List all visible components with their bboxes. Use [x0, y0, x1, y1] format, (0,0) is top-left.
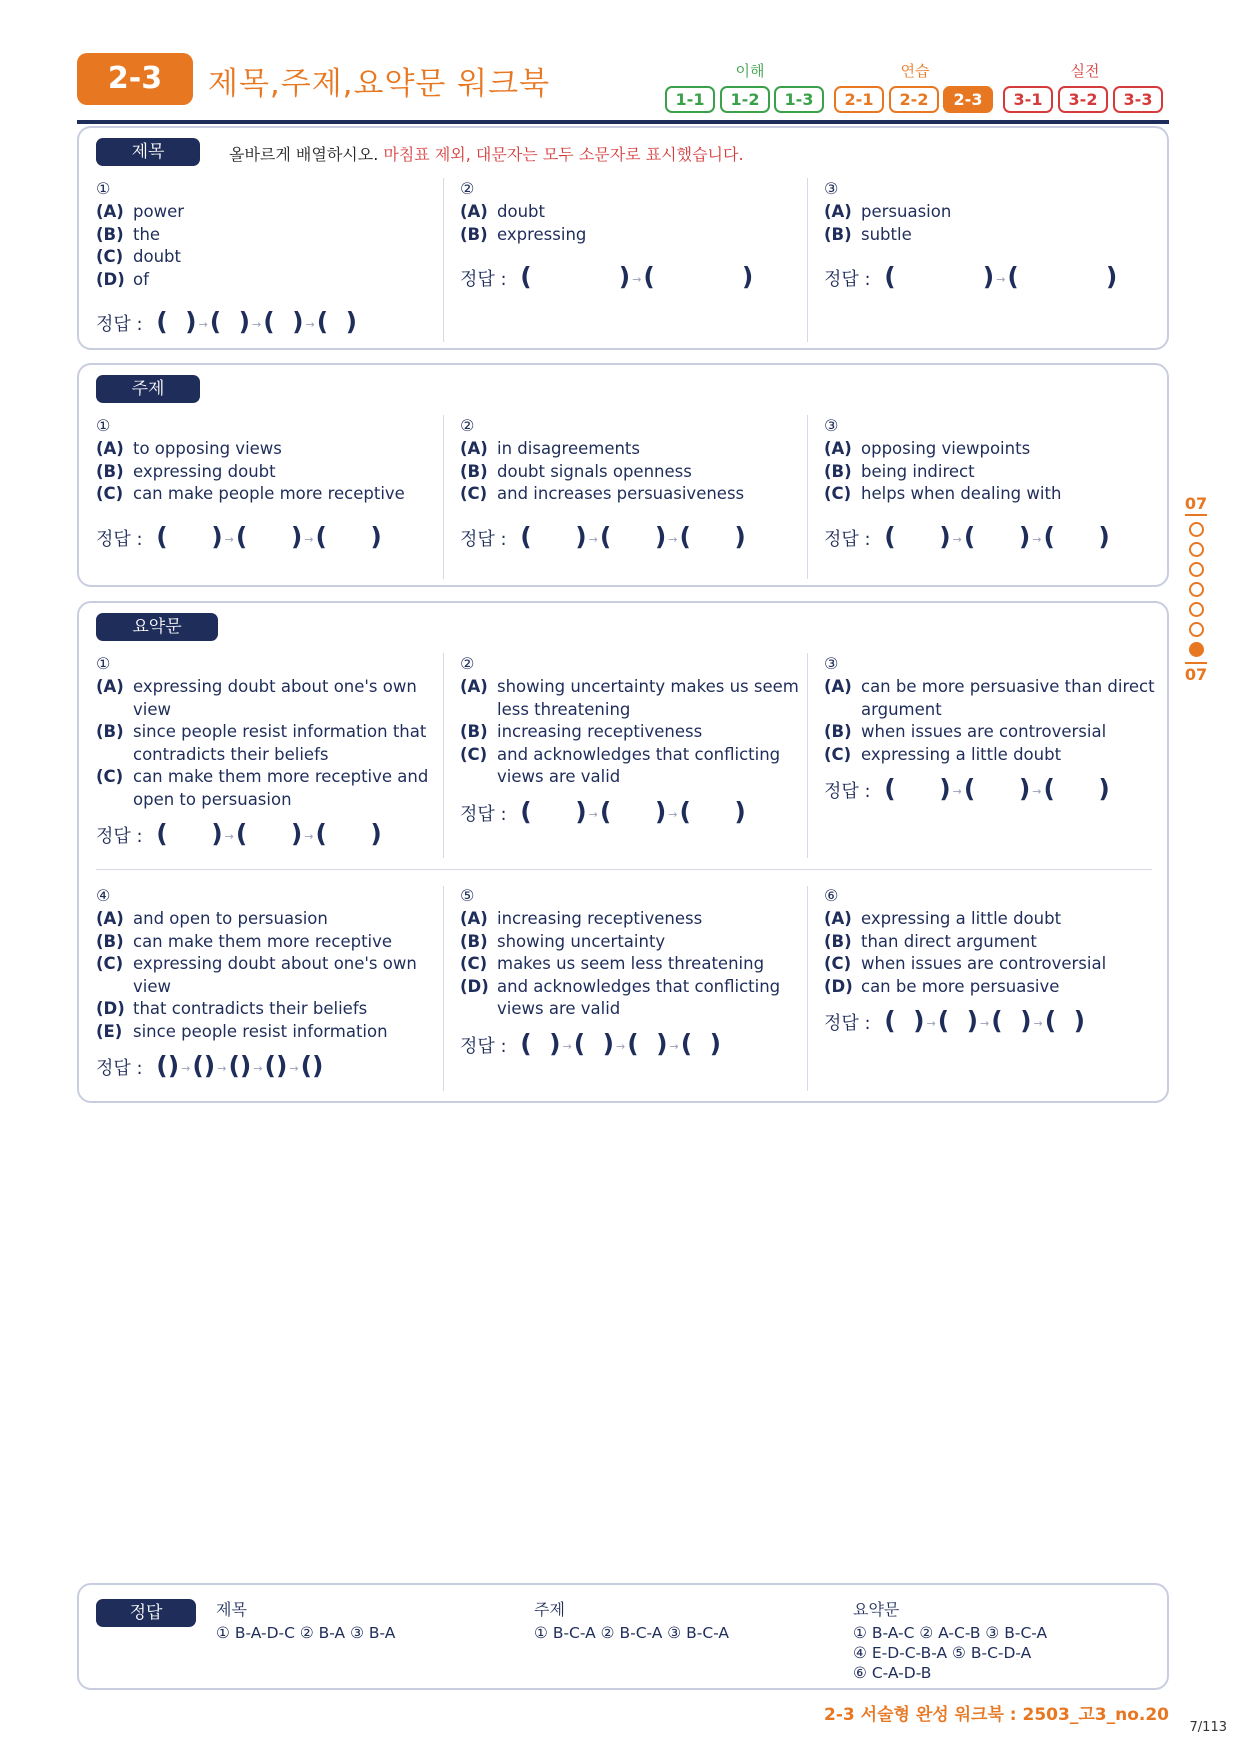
answer-slot[interactable]: ( ): [884, 262, 995, 291]
answer-slot[interactable]: ( ): [627, 1028, 668, 1058]
column-divider: [443, 653, 444, 858]
answer-slot[interactable]: ( ): [937, 1006, 979, 1035]
answer-slot[interactable]: ( ): [235, 521, 303, 551]
option-item: (A) persuasion: [824, 202, 952, 221]
summary-question-5: [460, 886, 805, 1061]
answer-key-title: [216, 1597, 395, 1643]
section-label-topic: 주제: [96, 375, 200, 403]
option-item: (E) since people resist information: [96, 1021, 388, 1041]
option-item: (C) doubt: [96, 247, 181, 266]
answer-slot[interactable]: ( ): [315, 819, 382, 848]
answer-slot[interactable]: ( ): [235, 819, 303, 848]
tracker-dot: [1189, 622, 1204, 637]
answer-slot[interactable]: ( ): [520, 262, 631, 291]
answer-slot[interactable]: ( ): [963, 521, 1031, 551]
section-label-summary: 요약문: [96, 613, 218, 641]
option-item: (D) that contradicts their beliefs: [96, 999, 368, 1018]
answer-label: 정답 :: [824, 269, 871, 290]
section-label-title: 제목: [96, 138, 200, 166]
row-divider: [96, 869, 1152, 870]
answer-slot[interactable]: ( ): [679, 521, 746, 551]
option-item: (A) in disagreements: [460, 439, 640, 458]
answer-key-line: ④ E-D-C-B-A ⑤ B-C-D-A: [853, 1644, 1032, 1662]
nav-button-2-1[interactable]: 2-1: [834, 86, 884, 113]
footer-title: 2-3 서술형 완성 워크북 : 2503_고3_no.20: [824, 1705, 1169, 1725]
answer-slot[interactable]: ( ): [1007, 262, 1118, 291]
answer-row: 정답 : () →() →() →() →(): [96, 1049, 441, 1083]
option-item: (A) opposing viewpoints: [824, 439, 1031, 458]
group-label-real: 실전: [1070, 62, 1100, 80]
answer-label: 정답 :: [96, 1058, 143, 1079]
instruction-plain: 올바르게 배열하시오.: [229, 145, 379, 164]
option-item: (B) doubt signals openness: [460, 461, 692, 481]
column-divider: [443, 178, 444, 342]
summary-section: [77, 601, 1169, 1103]
option-item: (D) can be more persuasive: [824, 976, 1060, 996]
answer-key-line: ① B-C-A ② B-C-A ③ B-C-A: [534, 1624, 730, 1642]
option-item: (B) than direct argument: [824, 931, 1037, 951]
question-number: ②: [460, 654, 475, 673]
answer-label: 정답 :: [824, 781, 871, 802]
answer-label: 정답 :: [824, 528, 871, 550]
answer-slot[interactable]: ( ): [156, 307, 197, 336]
option-item: (B) expressing doubt: [96, 461, 276, 481]
answer-key-summary: [853, 1597, 1047, 1683]
option-item: (C) and acknowledges that conflicting views are valid: [460, 744, 781, 786]
topic-question-1: [96, 416, 441, 554]
answer-slot[interactable]: ( ): [1043, 774, 1110, 803]
answer-slot[interactable]: ( ): [884, 1006, 925, 1035]
option-item: (C) makes us seem less threatening: [460, 954, 765, 973]
answer-row: 정답 : ( ) →( ) →( ): [824, 520, 1169, 554]
answer-slot[interactable]: ( ): [991, 1006, 1032, 1035]
page-title: 제목,주제,요약문 워크북: [208, 66, 551, 102]
answer-key-heading: 제목: [216, 1600, 247, 1619]
answer-label: 정답 :: [96, 314, 143, 335]
column-divider: [807, 178, 808, 342]
answer-row: 정답 : ( ) →( ) →( ): [460, 795, 805, 829]
question-number: ③: [824, 654, 839, 673]
nav-button-3-3[interactable]: 3-3: [1113, 86, 1163, 113]
option-item: (D) and acknowledges that conflicting views are valid: [460, 976, 781, 1018]
option-item: (B) can make them more receptive: [96, 931, 393, 951]
option-item: (A) increasing receptiveness: [460, 909, 703, 928]
answer-row: 정답 : ( ) →( ) →( ): [824, 772, 1169, 806]
option-item: (C) can make them more receptive and open to persuasion: [96, 767, 429, 809]
answer-key-topic: [534, 1597, 729, 1643]
answer-slot[interactable]: ( ): [315, 521, 382, 551]
column-divider: [807, 653, 808, 858]
answer-slot[interactable]: (): [228, 1051, 252, 1080]
option-item: (C) helps when dealing with: [824, 484, 1062, 503]
answer-slot[interactable]: ( ): [1044, 1006, 1086, 1035]
question-number: ①: [96, 179, 111, 198]
tracker-dot: [1189, 602, 1204, 617]
option-item: (A) power: [96, 202, 184, 221]
title-question-3: [824, 179, 1169, 294]
tracker-bar-top: [1185, 514, 1207, 516]
answer-slot[interactable]: ( ): [263, 307, 304, 336]
lesson-badge: 2-3: [77, 53, 193, 105]
nav-button-3-2[interactable]: 3-2: [1058, 86, 1108, 113]
group-label-practice: 연습: [900, 62, 930, 80]
answer-slot[interactable]: ( ): [1043, 521, 1110, 551]
option-item: (A) doubt: [460, 202, 545, 221]
answer-slot[interactable]: ( ): [520, 796, 587, 826]
group-label-understanding: 이해: [735, 62, 765, 80]
option-item: (B) expressing: [460, 224, 587, 244]
answer-row: 정답 : ( ) →( ) →( ) →( ): [824, 1004, 1169, 1038]
topic-section: [77, 363, 1169, 587]
option-item: (B) being indirect: [824, 461, 975, 481]
answer-key-heading: 요약문: [853, 1600, 900, 1619]
answer-slot[interactable]: ( ): [679, 796, 746, 826]
instruction-text: [229, 142, 744, 165]
answer-row: 정답 : ( ) →( ) →( ): [96, 817, 441, 851]
instruction-red: 마침표 제외, 대문자는 모두 소문자로 표시했습니다.: [378, 145, 744, 164]
answer-slot[interactable]: ( ): [884, 521, 951, 551]
column-divider: [443, 886, 444, 1091]
question-number: ⑥: [824, 886, 839, 905]
nav-button-1-3[interactable]: 1-3: [774, 86, 824, 113]
answer-slot[interactable]: ( ): [156, 521, 223, 551]
column-divider: [807, 886, 808, 1091]
answer-row: 정답 : ( ) →( ) →( ) →( ): [460, 1027, 805, 1061]
answer-slot[interactable]: ( ): [599, 521, 667, 551]
option-item: (C) when issues are controversial: [824, 954, 1107, 973]
option-item: (B) subtle: [824, 224, 912, 244]
title-section: [77, 126, 1169, 350]
option-item: (B) showing uncertainty: [460, 931, 666, 951]
summary-question-1: [96, 654, 441, 851]
option-item: (A) expressing a little doubt: [824, 909, 1062, 928]
answer-key-line: ① B-A-D-C ② B-A ③ B-A: [216, 1624, 396, 1642]
answer-row: 정답 : ( ) →( ): [824, 260, 1169, 294]
answer-slot[interactable]: ( ): [884, 774, 951, 803]
answer-label: 정답 :: [460, 1035, 507, 1057]
answer-label: 정답 :: [460, 528, 507, 550]
answer-key-line: ⑥ C-A-D-B: [853, 1664, 932, 1682]
option-item: (C) can make people more receptive: [96, 484, 405, 503]
answer-label: 정답 :: [96, 528, 143, 550]
nav-button-2-3[interactable]: 2-3: [943, 86, 993, 113]
answer-key-label: 정답: [96, 1599, 196, 1627]
question-number: ①: [96, 416, 111, 435]
answer-row: 정답 : ( ) →( ) →( ) →( ): [96, 305, 441, 339]
option-item: (C) expressing a little doubt: [824, 744, 1062, 764]
answer-slot[interactable]: ( ): [520, 1028, 561, 1058]
answer-slot[interactable]: ( ): [599, 796, 667, 826]
answer-slot[interactable]: ( ): [573, 1028, 615, 1058]
nav-button-3-1[interactable]: 3-1: [1003, 86, 1053, 113]
summary-question-4: [96, 886, 441, 1083]
tracker-dot: [1189, 562, 1204, 577]
answer-label: 정답 :: [96, 826, 143, 847]
question-number: ①: [96, 654, 111, 673]
topic-question-3: [824, 416, 1169, 554]
summary-question-2: [460, 654, 805, 829]
answer-slot[interactable]: ( ): [316, 307, 358, 336]
answer-slot[interactable]: ( ): [680, 1028, 722, 1058]
answer-slot[interactable]: ( ): [209, 307, 251, 336]
answer-slot[interactable]: ( ): [156, 819, 223, 848]
header-divider: [77, 120, 1169, 124]
tracker-page-top: 07: [1184, 494, 1208, 513]
tracker-dot-current: [1189, 642, 1204, 657]
answer-slot[interactable]: ( ): [520, 521, 587, 551]
answer-label: 정답 :: [460, 269, 507, 290]
option-item: (A) expressing doubt about one's own view: [96, 677, 417, 719]
page-number: 7/113: [1189, 1720, 1227, 1735]
nav-button-2-2[interactable]: 2-2: [889, 86, 939, 113]
answer-row: 정답 : ( ) →( ): [460, 260, 805, 294]
title-question-2: [460, 179, 805, 294]
answer-key-line: ① B-A-C ② A-C-B ③ B-C-A: [853, 1624, 1048, 1642]
option-item: (B) when issues are controversial: [824, 722, 1107, 741]
question-number: ③: [824, 416, 839, 435]
question-number: ③: [824, 179, 839, 198]
tracker-dot: [1189, 542, 1204, 557]
summary-question-3: [824, 654, 1169, 806]
column-divider: [443, 415, 444, 579]
page-tracker: [1181, 494, 1211, 684]
option-item: (B) since people resist information that contradicts their beliefs: [96, 722, 427, 764]
option-item: (C) expressing doubt about one's own view: [96, 954, 417, 996]
question-number: ②: [460, 179, 475, 198]
answer-slot[interactable]: (): [264, 1051, 288, 1080]
answer-key-heading: 주제: [534, 1600, 565, 1619]
topic-question-2: [460, 416, 805, 554]
answer-label: 정답 :: [460, 803, 507, 825]
option-item: (A) can be more persuasive than direct argument: [824, 677, 1155, 719]
option-item: (B) the: [96, 224, 161, 244]
option-item: (D) of: [96, 269, 149, 289]
nav-button-1-1[interactable]: 1-1: [665, 86, 715, 113]
tracker-dots: [1181, 522, 1211, 657]
answer-slot[interactable]: (): [156, 1051, 180, 1080]
answer-slot[interactable]: (): [192, 1051, 216, 1080]
column-divider: [807, 415, 808, 579]
title-question-1: [96, 179, 441, 339]
option-item: (B) increasing receptiveness: [460, 722, 703, 741]
answer-row: 정답 : ( ) →( ) →( ): [96, 520, 441, 554]
tracker-page-bottom: 07: [1184, 665, 1208, 684]
option-item: (A) to opposing views: [96, 439, 282, 458]
tracker-dot: [1189, 582, 1204, 597]
answer-label: 정답 :: [824, 1013, 871, 1034]
answer-key-box: [77, 1583, 1169, 1690]
option-item: (C) and increases persuasiveness: [460, 484, 745, 503]
tracker-bar-bottom: [1185, 662, 1207, 664]
answer-row: 정답 : ( ) →( ) →( ): [460, 520, 805, 554]
nav-button-1-2[interactable]: 1-2: [720, 86, 770, 113]
answer-slot[interactable]: ( ): [643, 262, 754, 291]
option-item: (A) showing uncertainty makes us seem less threatening: [460, 677, 799, 719]
question-number: ④: [96, 886, 111, 905]
answer-slot[interactable]: (): [300, 1051, 324, 1080]
question-number: ⑤: [460, 886, 475, 905]
summary-question-6: [824, 886, 1169, 1038]
option-item: (A) and open to persuasion: [96, 909, 328, 928]
question-number: ②: [460, 416, 475, 435]
tracker-dot: [1189, 522, 1204, 537]
answer-slot[interactable]: ( ): [963, 774, 1031, 803]
